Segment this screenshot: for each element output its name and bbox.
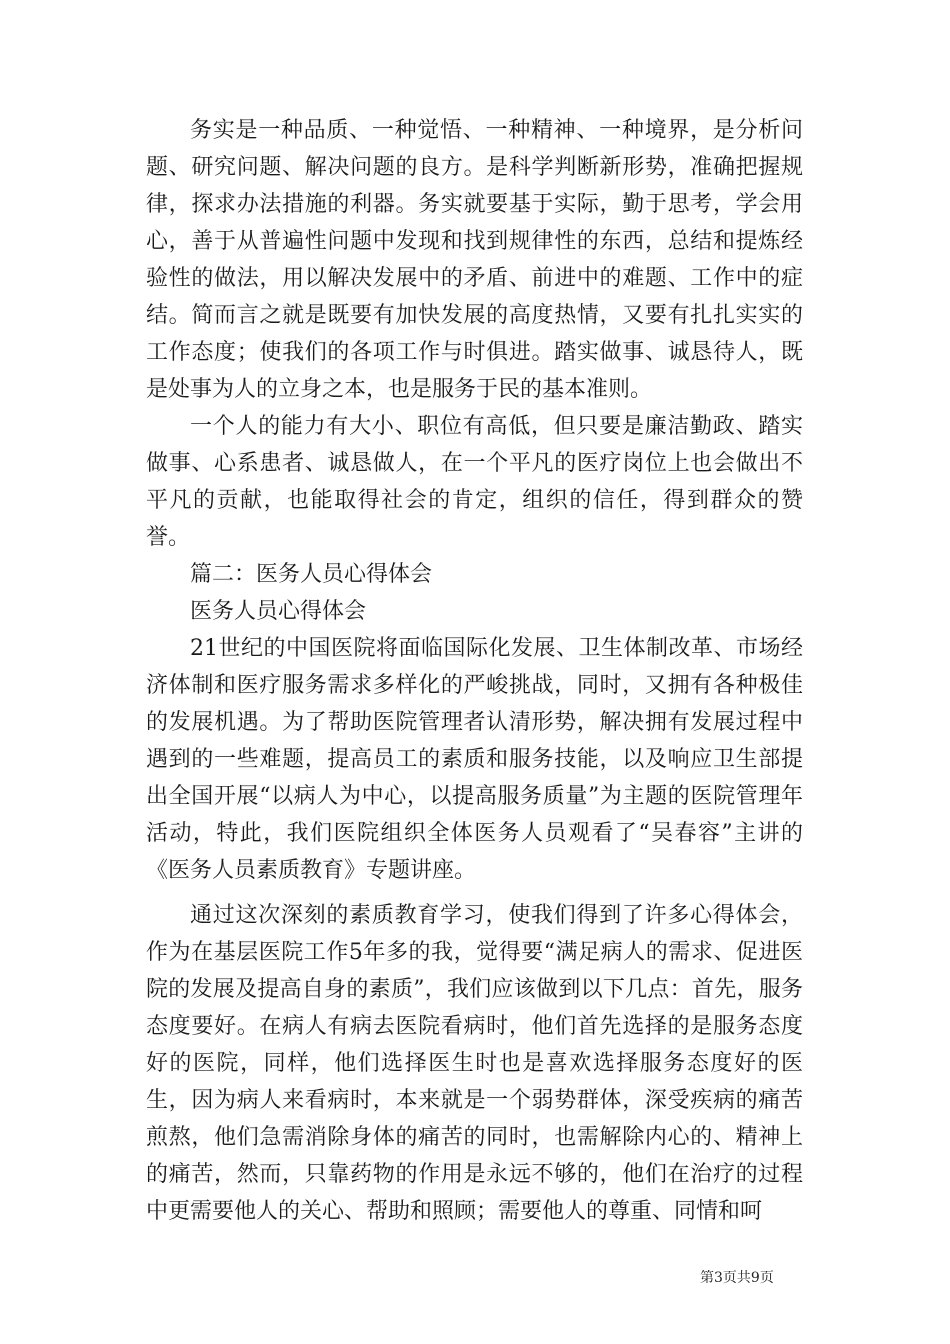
page-number: 第3页共9页 — [700, 1270, 774, 1286]
paragraph-learning-experience: 通过这次深刻的素质教育学习，使我们得到了许多心得体会，作为在基层医院工作5年多的我，觉得要“满足病人的需求、促进医院的发展及提高自身的素质”，我们应该做到以下几点：首先，服务态度要好。在病人有病去医院看病时，他们首先选择的是服务态度好的医院，同样，他们选择医生时也是喜欢选择服务态度好的医生，因为病人来看病时，本来就是一个弱势群体，深受疾病的痛苦煎熬，他们急需消除身体的痛苦的同时，也需解除内心的、精神上的痛苦，然而，只靠药物的作用是永远不够的，他们在治疗的过程中更需要他人的关心、帮助和照顾；需要他人的尊重、同情和呵 — [146, 903, 803, 1224]
paragraph-ability: 一个人的能力有大小、职位有高低，但只要是廉洁勤政、踏实做事、心系患者、诚恳做人，在一个平凡的医疗岗位上也会做出不平凡的贡献，也能取得社会的肯定，组织的信任，得到群众的赞誉。 — [146, 414, 803, 550]
paragraph-hospital-challenges: 21世纪的中国医院将面临国际化发展、卫生体制改革、市场经济体制和医疗服务需求多样化的严峻挑战，同时，又拥有各种极佳的发展机遇。为了帮助医院管理者认清形势，解决拥有发展过程中遇到的一些难题，提高员工的素质和服务技能，以及响应卫生部提出全国开展“以病人为中心，以提高服务质量”为主题的医院管理年活动，特此，我们医院组织全体医务人员观看了“吴春容”主讲的《医务人员素质教育》专题讲座。 — [146, 636, 803, 883]
paragraph-pragmatism: 务实是一种品质、一种觉悟、一种精神、一种境界，是分析问题、研究问题、解决问题的良方。是科学判断新形势，准确把握规律，探求办法措施的利器。务实就要基于实际，勤于思考，学会用心，善于从普遍性问题中发现和找到规律性的东西，总结和提炼经验性的做法，用以解决发展中的矛盾、前进中的难题、工作中的症结。简而言之就是既要有加快发展的高度热情，又要有扎扎实实的工作态度；使我们的各项工作与时俱进。踏实做事、诚恳待人，既是处事为人的立身之本，也是服务于民的基本准则。 — [146, 118, 803, 402]
document-body — [146, 112, 803, 1230]
section-title: 医务人员心得体会 — [190, 599, 367, 624]
section-heading: 篇二：医务人员心得体会 — [190, 562, 433, 587]
